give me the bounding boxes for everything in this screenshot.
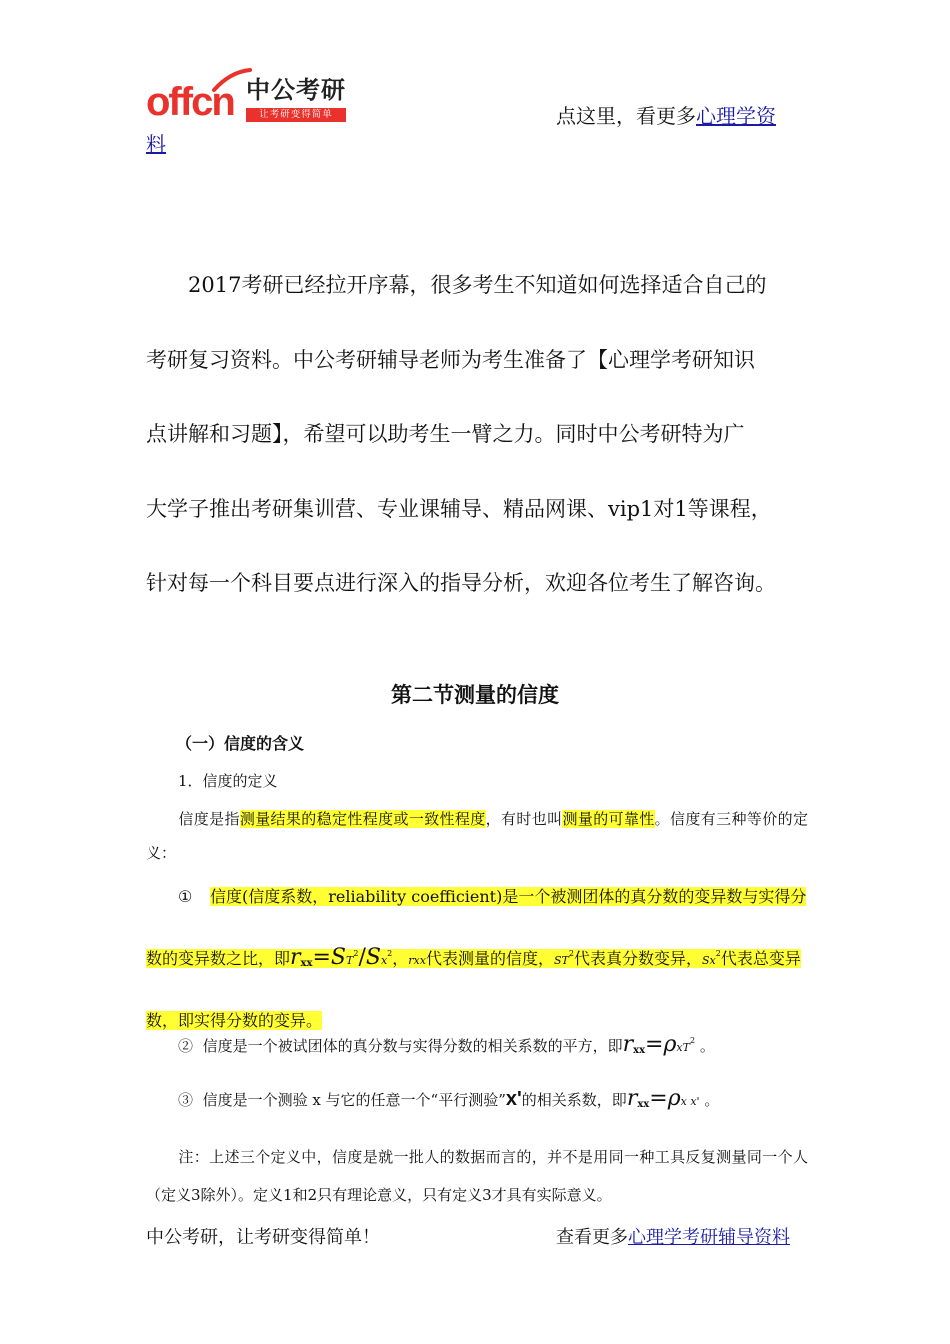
item-heading: 1．信度的定义 (178, 772, 278, 790)
definition-1-marker: ① (178, 887, 193, 906)
psychology-materials-link[interactable]: 心理学资 (696, 104, 776, 128)
intro-line-2: 考研复习资料。中公考研辅导老师为考生准备了【心理学考研知识 (146, 347, 755, 372)
logo-tagline: 让考研变得简单 (246, 108, 346, 122)
formula-r: r (290, 945, 301, 970)
intro-line-5: 针对每一个科目要点进行深入的指导分析，欢迎各位考生了解咨询。 (146, 571, 776, 595)
definition-1 (146, 868, 808, 1049)
psychology-materials-link-tail[interactable]: 料 (146, 132, 166, 156)
intro-paragraph (146, 248, 808, 621)
note-paragraph: 注：上述三个定义中，信度是就一批人的数据而言的，并不是用同一种工具反复测量同一个人（定义3除外）。定义1和2只有理论意义，只有定义3才具有实际意义。 (146, 1148, 808, 1204)
intro-line-4: 大学子推出考研集训营、专业课辅导、精品网课、vip1对1等课程， (146, 496, 772, 521)
section-title: 第二节测量的信度 (391, 683, 559, 707)
definition-2: ② 信度是一个被试团体的真分数与实得分数的相关系数的平方，即$r_{xx}=\rho xT^2$ 。 (178, 1032, 715, 1057)
definition-paragraph: 信度是指测量结果的稳定性程度或一致性程度，有时也叫测量的可靠性。信度有三种等价的定义： (146, 810, 808, 862)
intro-line-1: 2017考研已经拉开序幕，很多考生不知道如何选择适合自己的 (188, 273, 767, 297)
definition-1-text: 信度(信度系数，reliability coefficient)是一个被测团体的真分数的变异数与实得分数的变异数之比，即$r_{xx}=ST^2/Sx^2$，rxx代表测量的信度，$ST^2$代表真分数变异，Sx$^2$代表总变异数，即实得分数的变异。 (146, 887, 807, 1030)
footer-slogan: 中公考研，让考研变得简单！ (146, 1227, 380, 1248)
highlight-stability: 测量结果的稳定性程度或一致性程度 (239, 810, 486, 828)
definition-3: ③ 信度是一个测验 x 与它的任意一个“平行测验”x'的相关系数，即$r_{xx}=\rho x$ x' 。 (178, 1086, 720, 1111)
logo-wordmark: offcn (146, 80, 234, 124)
intro-line-3: 点讲解和习题】，希望可以助考生一臂之力。同时中公考研特为广 (146, 422, 745, 446)
logo-chinese-name: 中公考研 (246, 76, 346, 104)
header-promo-tail (146, 130, 166, 158)
footer-promo: 查看更多心理学考研辅导资料 (556, 1227, 790, 1248)
header-promo (556, 102, 776, 130)
highlight-reliability: 测量的可靠性 (562, 810, 655, 828)
offcn-logo[interactable] (146, 66, 350, 130)
psychology-tutoring-materials-link[interactable]: 心理学考研辅导资料 (628, 1227, 790, 1248)
subsection-title: （一）信度的含义 (176, 734, 305, 753)
header-promo-text: 点这里，看更多 (556, 104, 696, 128)
